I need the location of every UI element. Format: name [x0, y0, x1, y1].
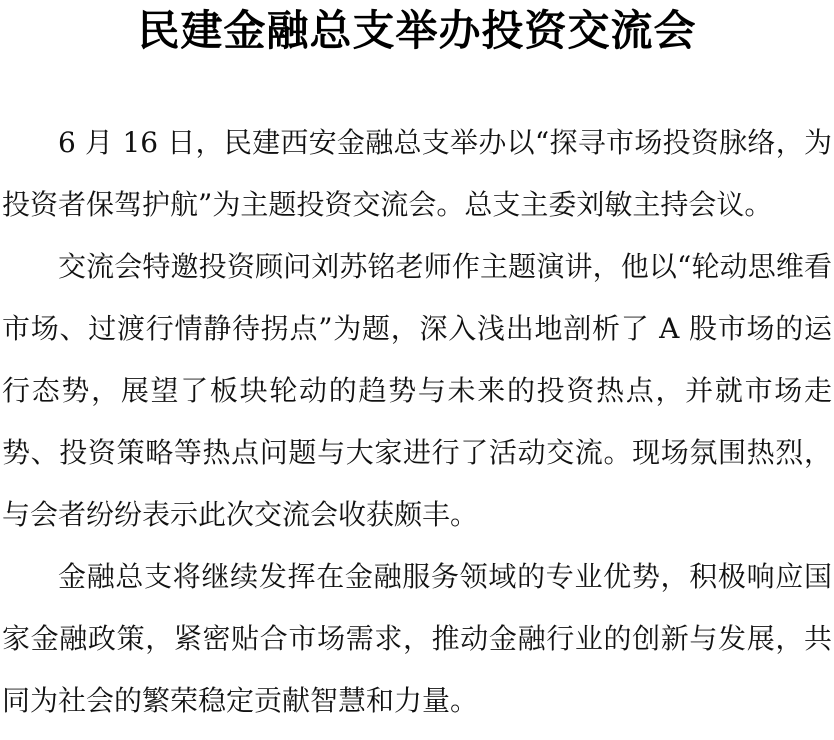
paragraph-3: 金融总支将继续发挥在金融服务领域的专业优势，积极响应国家金融政策，紧密贴合市场需求，推动金融行业的创新与发展，共同为社会的繁荣稳定贡献智慧和力量。: [2, 560, 832, 717]
paragraph-1: 6 月 16 日，民建西安金融总支举办以“探寻市场投资脉络，为投资者保驾护航”为主题投资交流会。总支主委刘敏主持会议。: [2, 126, 832, 221]
paragraph-2: 交流会特邀投资顾问刘苏铭老师作主题演讲，他以“轮动思维看市场、过渡行情静待拐点”为题，深入浅出地剖析了 A 股市场的运行态势，展望了板块轮动的趋势与未来的投资热点，并就市场走势、投资策略等热点问题与大家进行了活动交流。现场氛围热烈，与会者纷纷表示此次交流会收获颇丰。: [2, 250, 832, 531]
article-title: 民建金融总支举办投资交流会: [137, 6, 697, 55]
article-body: [2, 112, 832, 732]
